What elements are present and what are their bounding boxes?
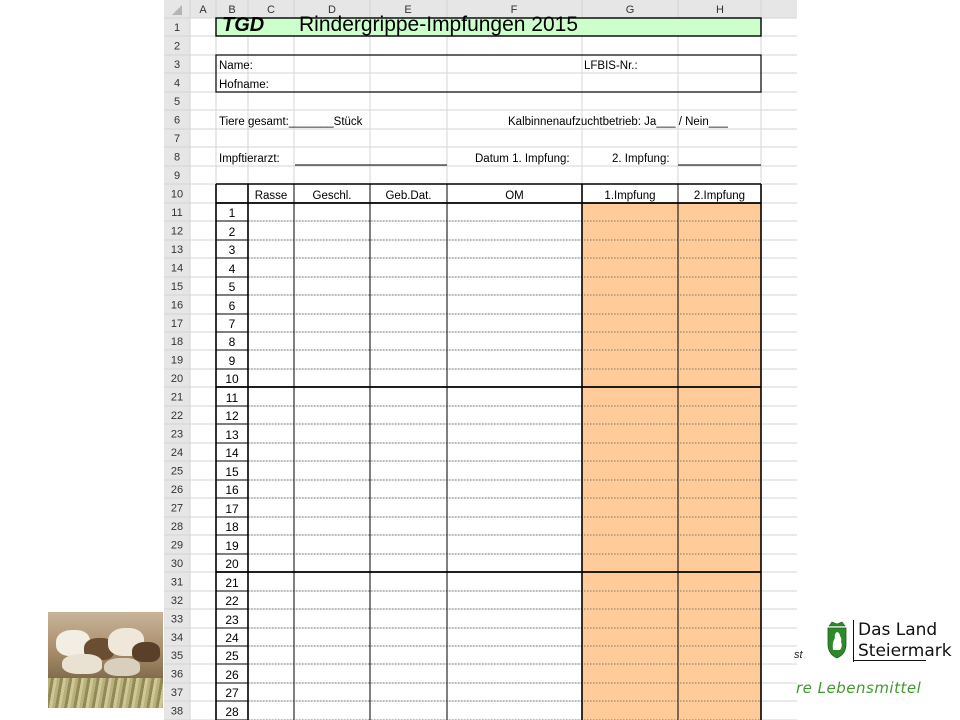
spreadsheet-grid: [164, 0, 797, 720]
row-index-7: 7: [228, 317, 236, 331]
row-header-12[interactable]: 12: [170, 225, 184, 238]
row-header-1[interactable]: 1: [173, 22, 181, 34]
table-header-2: Geschl.: [312, 190, 352, 202]
row-index-20: 20: [225, 557, 239, 571]
row-index-25: 25: [225, 649, 239, 663]
row-header-22[interactable]: 22: [170, 410, 184, 422]
row-index-2: 2: [228, 225, 236, 239]
impfung2-date-label: 2. Impfung:: [612, 153, 670, 165]
row-header-25[interactable]: 25: [170, 465, 184, 478]
land-logo-rule: [853, 660, 926, 661]
row-index-28: 28: [225, 705, 239, 719]
tiere-gesamt-label: Tiere gesamt:_______Stück: [219, 116, 363, 128]
name-label: Name:: [219, 60, 253, 72]
row-index-9: 9: [228, 354, 236, 368]
row-header-38[interactable]: 38: [170, 705, 184, 718]
row-index-3: 3: [228, 243, 236, 257]
row-index-16: 16: [225, 483, 239, 497]
row-header-9[interactable]: 9: [173, 170, 181, 182]
row-index-11: 11: [225, 391, 239, 405]
land-line-1: Das Land: [858, 620, 938, 640]
lfbis-label: LFBIS-Nr.:: [584, 60, 638, 72]
row-index-8: 8: [228, 335, 236, 349]
row-header-37[interactable]: 37: [170, 687, 184, 699]
column-header-b[interactable]: B: [228, 4, 236, 16]
column-header-c[interactable]: C: [267, 4, 275, 16]
row-index-6: 6: [228, 299, 236, 313]
steiermark-panther-crest-icon: [826, 620, 848, 660]
column-header-d[interactable]: D: [328, 4, 336, 16]
row-header-28[interactable]: 28: [170, 521, 184, 533]
row-index-21: 21: [225, 576, 239, 590]
row-header-20[interactable]: 20: [170, 373, 184, 385]
row-header-2[interactable]: 2: [173, 40, 181, 53]
row-index-13: 13: [225, 428, 239, 442]
row-index-10: 10: [225, 372, 239, 386]
row-index-26: 26: [225, 668, 239, 682]
table-header-5: 1.Impfung: [604, 190, 656, 202]
sheet-title: Rindergrippe-Impfungen 2015: [299, 13, 579, 36]
row-index-19: 19: [225, 539, 239, 553]
table-header-1: Rasse: [254, 190, 288, 202]
row-header-3[interactable]: 3: [173, 59, 181, 71]
row-index-17: 17: [225, 502, 239, 516]
row-header-15[interactable]: 15: [170, 281, 184, 293]
row-header-30[interactable]: 30: [170, 558, 184, 570]
column-header-e[interactable]: E: [404, 4, 412, 16]
row-header-27[interactable]: 27: [170, 502, 184, 515]
table-header-4: OM: [505, 190, 524, 202]
spreadsheet[interactable]: [164, 0, 797, 720]
row-header-35[interactable]: 35: [170, 650, 184, 662]
row-index-14: 14: [225, 446, 239, 460]
datum-impfung-label: Datum 1. Impfung:: [475, 153, 570, 165]
row-header-32[interactable]: 32: [170, 595, 184, 607]
row-index-15: 15: [225, 465, 239, 479]
impfung-columns-fill: [582, 203, 761, 720]
row-index-23: 23: [225, 613, 239, 627]
row-index-27: 27: [225, 686, 239, 700]
row-header-19[interactable]: 19: [170, 354, 184, 367]
row-index-24: 24: [225, 631, 239, 645]
table-header-3: Geb.Dat.: [385, 190, 432, 202]
row-header-18[interactable]: 18: [170, 336, 184, 348]
row-header-29[interactable]: 29: [170, 539, 184, 552]
row-header-24[interactable]: 24: [170, 447, 184, 459]
row-header-4[interactable]: 4: [173, 77, 181, 90]
row-header-16[interactable]: 16: [170, 299, 184, 312]
row-header-26[interactable]: 26: [170, 484, 184, 496]
row-index-22: 22: [225, 594, 239, 608]
row-index-4: 4: [228, 262, 236, 276]
table-header-6: 2.Impfung: [693, 190, 746, 202]
row-index-18: 18: [225, 520, 239, 534]
row-header-7[interactable]: 7: [173, 133, 181, 145]
row-header-23[interactable]: 23: [170, 428, 184, 441]
land-steiermark-text: [853, 620, 952, 662]
row-header-14[interactable]: 14: [170, 262, 184, 275]
column-header-a[interactable]: A: [199, 4, 207, 16]
row-header-8[interactable]: 8: [173, 151, 181, 164]
row-header-5[interactable]: 5: [173, 96, 181, 108]
tgd-logo: TGD: [222, 14, 265, 36]
row-header-17[interactable]: 17: [170, 318, 184, 330]
land-steiermark-logo: [826, 620, 952, 664]
row-header-10[interactable]: 10: [170, 188, 184, 201]
row-header-11[interactable]: 11: [171, 207, 183, 219]
hofname-label: Hofname:: [219, 79, 269, 91]
row-index-5: 5: [228, 280, 236, 294]
row-header-34[interactable]: 34: [170, 632, 184, 644]
row-index-12: 12: [225, 409, 239, 423]
row-header-6[interactable]: 6: [173, 114, 181, 127]
row-header-31[interactable]: 31: [170, 576, 184, 589]
row-header-13[interactable]: 13: [170, 244, 184, 256]
column-header-f[interactable]: F: [510, 4, 518, 16]
row-header-21[interactable]: 21: [170, 391, 184, 404]
column-header-g[interactable]: G: [625, 4, 635, 16]
row-header-33[interactable]: 33: [170, 613, 184, 626]
footer-fragment-text: st: [794, 649, 803, 661]
kalbinnen-label: Kalbinnenaufzuchtbetrieb: Ja___ / Nein___: [508, 116, 728, 128]
cattle-barn-photo: [48, 612, 163, 708]
row-header-36[interactable]: 36: [170, 668, 184, 681]
row-index-1: 1: [228, 206, 236, 220]
land-line-2: Steiermark: [858, 641, 952, 661]
lebensmittel-slogan: re Lebensmittel: [796, 679, 922, 697]
column-header-h[interactable]: H: [716, 4, 724, 16]
impftierarzt-label: Impftierarzt:: [219, 153, 280, 165]
